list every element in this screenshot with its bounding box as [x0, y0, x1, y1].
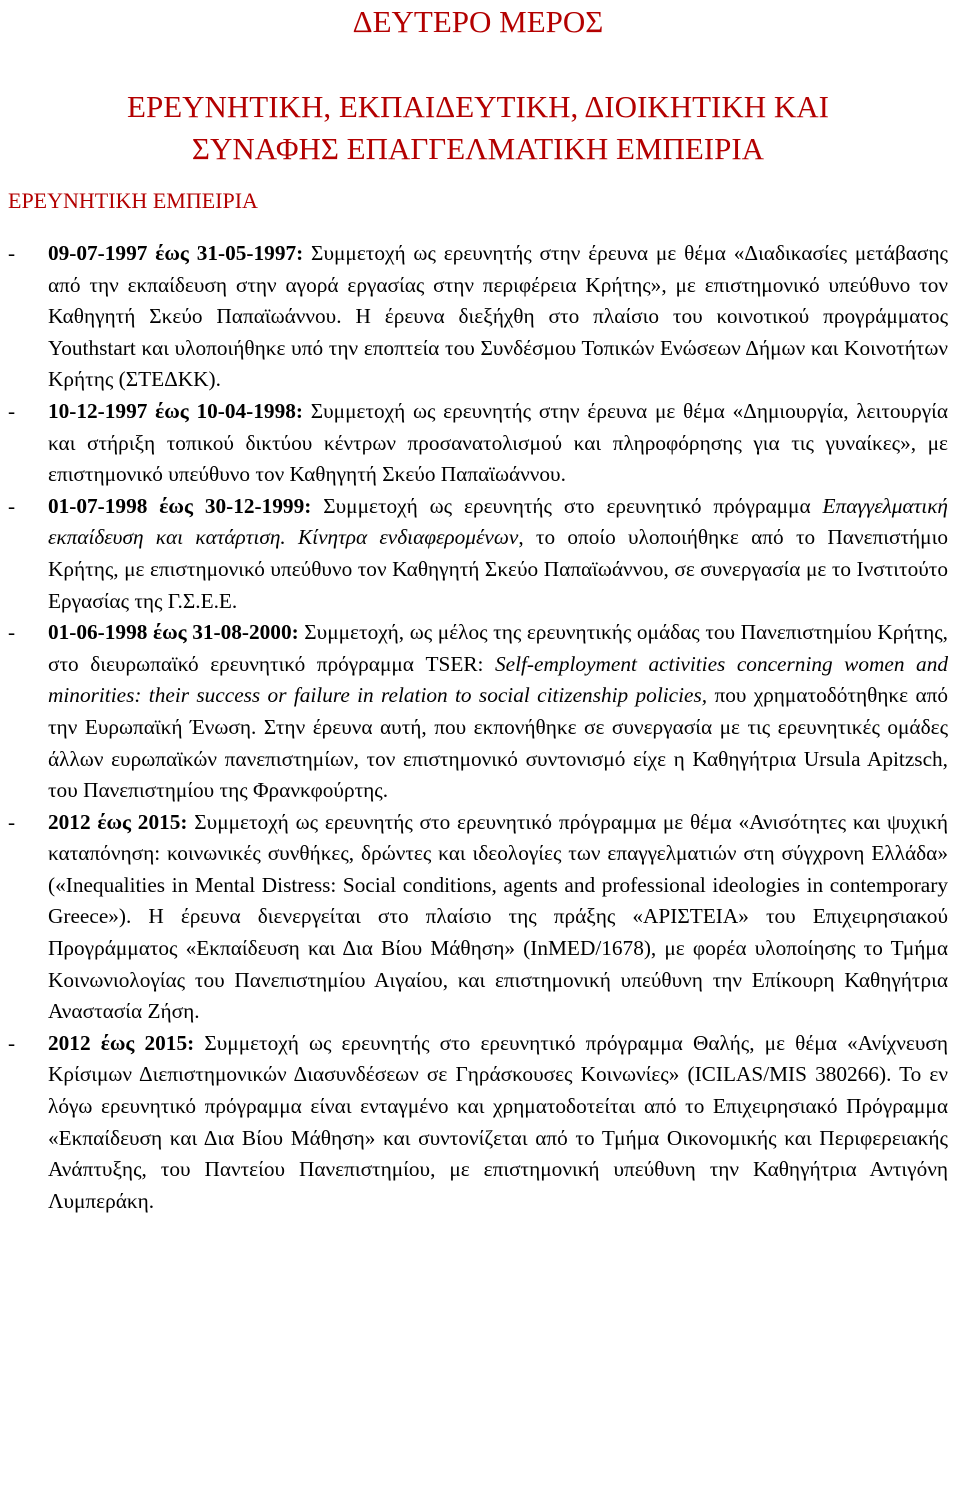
section-title-line-2: ΣΥΝΑΦΗΣ ΕΠΑΓΓΕΛΜΑΤΙΚΗ ΕΜΠΕΙΡΙΑ: [191, 131, 765, 166]
entry-text: Συμμετοχή ως ερευνητής στο ερευνητικό πρόγραμμα: [311, 493, 823, 518]
entry-date: 2012 έως 2015:: [48, 809, 188, 834]
list-item: [8, 617, 948, 807]
entry-italic-text: Self-employment activities concerning women and minorities: their success or failure in relation to social citizenship policies,: [48, 651, 948, 708]
entry-text: , το οποίο υλοποιήθηκε από το Πανεπιστήμιο Κρήτης, με επιστημονικό υπεύθυνο τον Καθηγητή Σκεύο Παπαϊωάννου, σε συνεργασία με το Ινστιτούτο Εργασίας της Γ.Σ.Ε.Ε.: [48, 525, 948, 613]
list-bullet: -: [8, 398, 16, 423]
list-bullet: -: [8, 241, 16, 265]
list-item: [8, 491, 948, 617]
entry-date: 01-07-1998 έως 30-12-1999:: [48, 493, 312, 518]
entry-date: 09-07-1997 έως 31-05-1997:: [48, 241, 304, 265]
list-item: [8, 1028, 948, 1218]
list-bullet: -: [8, 493, 16, 518]
subsection-title: ΕΡΕΥΝΗΤΙΚΗ ΕΜΠΕΙΡΙΑ: [8, 188, 258, 213]
list-item: [8, 807, 948, 1028]
list-item: [8, 238, 948, 396]
list-bullet: -: [8, 809, 16, 834]
list-bullet: -: [8, 620, 16, 645]
research-experience-list: [8, 238, 948, 1217]
entry-date: 2012 έως 2015:: [48, 1030, 195, 1055]
list-bullet: -: [8, 1030, 16, 1055]
entry-italic-text: Επαγγελματική εκπαίδευση και κατάρτιση. Κίνητρα ενδιαφερομένων: [48, 493, 948, 550]
section-title-line-1: ΕΡΕΥΝΗΤΙΚΗ, ΕΚΠΑΙΔΕΥΤΙΚΗ, ΔΙΟΙΚΗΤΙΚΗ ΚΑΙ: [127, 89, 829, 124]
entry-text: Συμμετοχή ως ερευνητής στο ερευνητικό πρόγραμμα με θέμα «Ανισότητες και ψυχική καταπόνηση: κοινωνικές συνθήκες, δρώντες και ιδεολογίες των επαγγελματιών στη σύγχρονη Ελλάδα» («Inequalities in Mental Distress: Social conditions, agents and professional ideologies in contemporary Greece»). Η έρευνα διενεργείται στο πλαίσιο της πράξης «ΑΡΙΣΤΕΙΑ» του Επιχειρησιακού Προγράμματος «Εκπαίδευση και Δια Βίου Μάθηση» (InMED/1678), με φορέα υλοποίησης το Τμήμα Κοινωνιολογίας του Πανεπιστημίου Αιγαίου, και επιστημονική υπεύθυνη την Επίκουρη Καθηγήτρια Αναστασία Ζήση.: [48, 809, 948, 1024]
entry-date: 01-06-1998 έως 31-08-2000:: [48, 620, 299, 645]
entry-text: που χρηματοδότηθηκε από την Ευρωπαϊκή Ένωση. Στην έρευνα αυτή, που εκπονήθηκε σε συνεργασία με τις ερευνητικές ομάδες άλλων ευρωπαϊκών πανεπιστημίων, τον επιστημονικό συντονισμό είχε η Καθηγήτρια Ursula Apitzsch, του Πανεπιστημίου της Φρανκφούρτης.: [48, 683, 948, 803]
entry-date: 10-12-1997 έως 10-04-1998:: [48, 398, 303, 423]
entry-text: Συμμετοχή ως ερευνητής στην έρευνα με θέμα «Διαδικασίες μετάβασης από την εκπαίδευση στην αγορά εργασίας στην περιφέρεια Κρήτης», με επιστημονικό υπεύθυνο τον Καθηγητή Σκεύο Παπαϊωάννου. Η έρευνα διεξήχθη στο πλαίσιο του κοινοτικού προγράμματος Youthstart και υλοποιήθηκε υπό την εποπτεία του Συνδέσμου Τοπικών Ενώσεων Δήμων και Κοινοτήτων Κρήτης (ΣΤΕΔΚΚ).: [48, 241, 948, 392]
part-title: ΔΕΥΤΕΡΟ ΜΕΡΟΣ: [352, 4, 604, 39]
section-title: [8, 86, 948, 170]
list-item: [8, 396, 948, 491]
entry-text: Συμμετοχή ως ερευνητής στο ερευνητικό πρόγραμμα Θαλής, με θέμα «Ανίχνευση Κρίσιμων Διεπιστημονικών Διασυνδέσεων σε Γηράσκουσες Κοινωνίες» (ICILAS/MIS 380266). Το εν λόγω ερευνητικό πρόγραμμα είναι ενταγμένο και χρηματοδοτείται από το Επιχειρησιακό Πρόγραμμα «Εκπαίδευση και Δια Βίου Μάθηση» και συντονίζεται από το Τμήμα Οικονομικής και Περιφερειακής Ανάπτυξης, του Παντείου Πανεπιστημίου, με επιστημονική υπεύθυνη την Καθηγήτρια Αντιγόνη Λυμπεράκη.: [48, 1030, 948, 1213]
entry-text: Συμμετοχή ως ερευνητής στην έρευνα με θέμα «Δημιουργία, λειτουργία και στήριξη τοπικού δικτύου κέντρων προσανατολισμού και πληροφόρησης για τις γυναίκες», με επιστημονικό υπεύθυνο τον Καθηγητή Σκεύο Παπαϊωάννου.: [48, 398, 948, 487]
entry-text: Συμμετοχή, ως μέλος της ερευνητικής ομάδας του Πανεπιστημίου Κρήτης, στο διευρωπαϊκό ερευνητικό πρόγραμμα TSER:: [48, 620, 948, 676]
